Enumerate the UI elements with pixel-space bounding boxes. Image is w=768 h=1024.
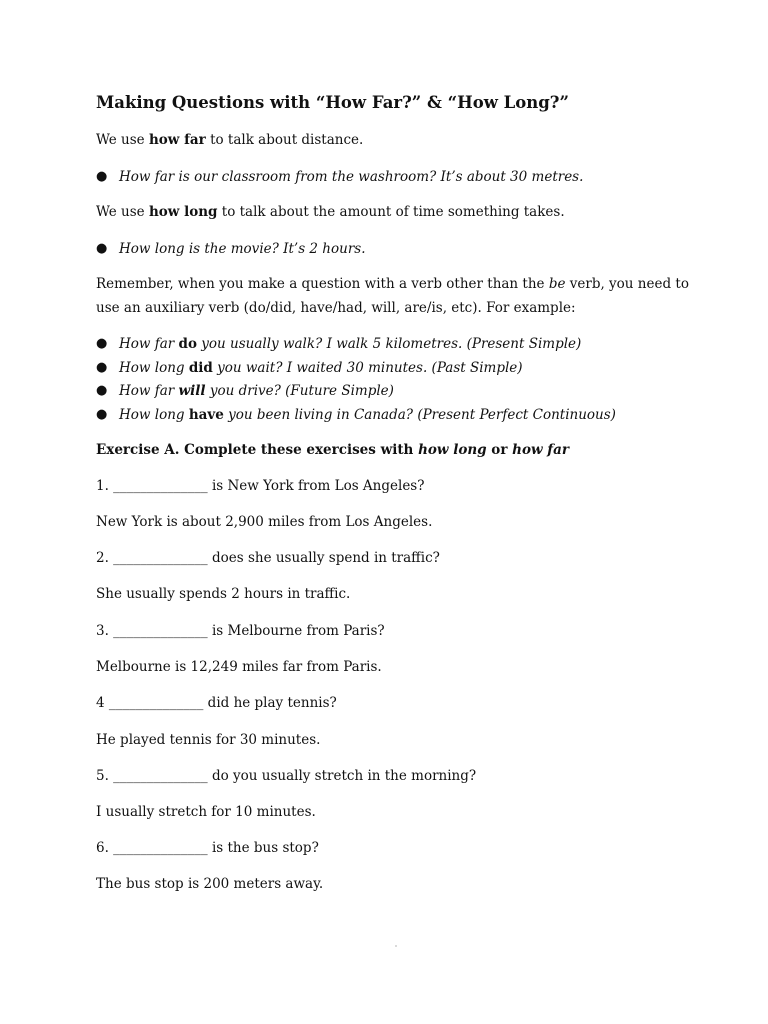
intro-how-far-pre: We use — [96, 132, 149, 148]
exercise-heading-pre: Exercise A. Complete these exercises with — [96, 442, 419, 458]
remember-line-1 — [96, 275, 689, 293]
aux-example-1-pre: How far — [119, 336, 179, 352]
aux-example-4-verb: have — [188, 407, 224, 423]
aux-example-3-post: you drive? (Future Simple) — [205, 383, 394, 399]
aux-example-4 — [119, 406, 616, 424]
intro-how-long-post: to talk about the amount of time something takes. — [217, 204, 565, 220]
exercise-answer-2: She usually spends 2 hours in traffic. — [96, 586, 351, 602]
exercise-heading-option-1: how long — [418, 442, 487, 458]
exercise-question-3[interactable]: 3. ______________ is Melbourne from Paris? — [96, 623, 385, 639]
bullet-icon: ● — [96, 169, 108, 184]
aux-example-1-post: you usually walk? I walk 5 kilometres. (Present Simple) — [197, 336, 582, 352]
aux-example-2-pre: How long — [119, 360, 189, 376]
intro-how-far-term: how far — [148, 132, 206, 148]
exercise-question-6[interactable]: 6. ______________ is the bus stop? — [96, 840, 319, 856]
intro-how-long — [96, 203, 565, 221]
bullet-icon: ● — [96, 336, 108, 351]
exercise-question-1[interactable]: 1. ______________ is New York from Los Angeles? — [96, 478, 425, 494]
aux-example-2-verb: did — [188, 360, 213, 376]
exercise-question-4[interactable]: 4 ______________ did he play tennis? — [96, 695, 337, 711]
intro-how-far-post: to talk about distance. — [205, 132, 364, 148]
exercise-answer-5: I usually stretch for 10 minutes. — [96, 804, 316, 820]
remember-line-2: use an auxiliary verb (do/did, have/had, will, are/is, etc). For example: — [96, 300, 576, 316]
aux-example-2-post: you wait? I waited 30 minutes. (Past Simple) — [212, 360, 523, 376]
aux-example-3-pre: How far — [119, 383, 179, 399]
aux-example-3-verb: will — [178, 383, 206, 399]
exercise-answer-6: The bus stop is 200 meters away. — [96, 876, 324, 892]
intro-how-far — [96, 131, 363, 149]
page-title: Making Questions with “How Far?” & “How Long?” — [96, 93, 569, 112]
aux-example-4-post: you been living in Canada? (Present Perfect Continuous) — [223, 407, 616, 423]
bullet-icon: ● — [96, 360, 108, 375]
bullet-icon: ● — [96, 383, 108, 398]
aux-example-1 — [119, 335, 581, 353]
bullet-icon: ● — [96, 241, 108, 256]
example-how-long: How long is the movie? It’s 2 hours. — [119, 241, 366, 257]
example-how-far: How far is our classroom from the washroom? It’s about 30 metres. — [119, 169, 584, 185]
scan-speck — [395, 945, 397, 947]
exercise-heading — [96, 441, 569, 459]
exercise-heading-mid: or — [486, 442, 513, 458]
aux-example-3 — [119, 382, 394, 400]
intro-how-long-pre: We use — [96, 204, 149, 220]
exercise-question-2[interactable]: 2. ______________ does she usually spend in traffic? — [96, 550, 440, 566]
remember-line-1-be: be — [548, 276, 566, 292]
aux-example-1-verb: do — [178, 336, 197, 352]
exercise-answer-3: Melbourne is 12,249 miles far from Paris. — [96, 659, 382, 675]
bullet-icon: ● — [96, 407, 108, 422]
exercise-answer-1: New York is about 2,900 miles from Los Angeles. — [96, 514, 433, 530]
aux-example-4-pre: How long — [119, 407, 189, 423]
intro-how-long-term: how long — [148, 204, 218, 220]
remember-line-1-post: verb, you need to — [565, 276, 689, 292]
remember-line-1-pre: Remember, when you make a question with a verb other than the — [96, 276, 549, 292]
exercise-question-5[interactable]: 5. ______________ do you usually stretch in the morning? — [96, 768, 477, 784]
exercise-answer-4: He played tennis for 30 minutes. — [96, 732, 321, 748]
aux-example-2 — [119, 359, 523, 377]
exercise-heading-option-2: how far — [512, 442, 569, 458]
